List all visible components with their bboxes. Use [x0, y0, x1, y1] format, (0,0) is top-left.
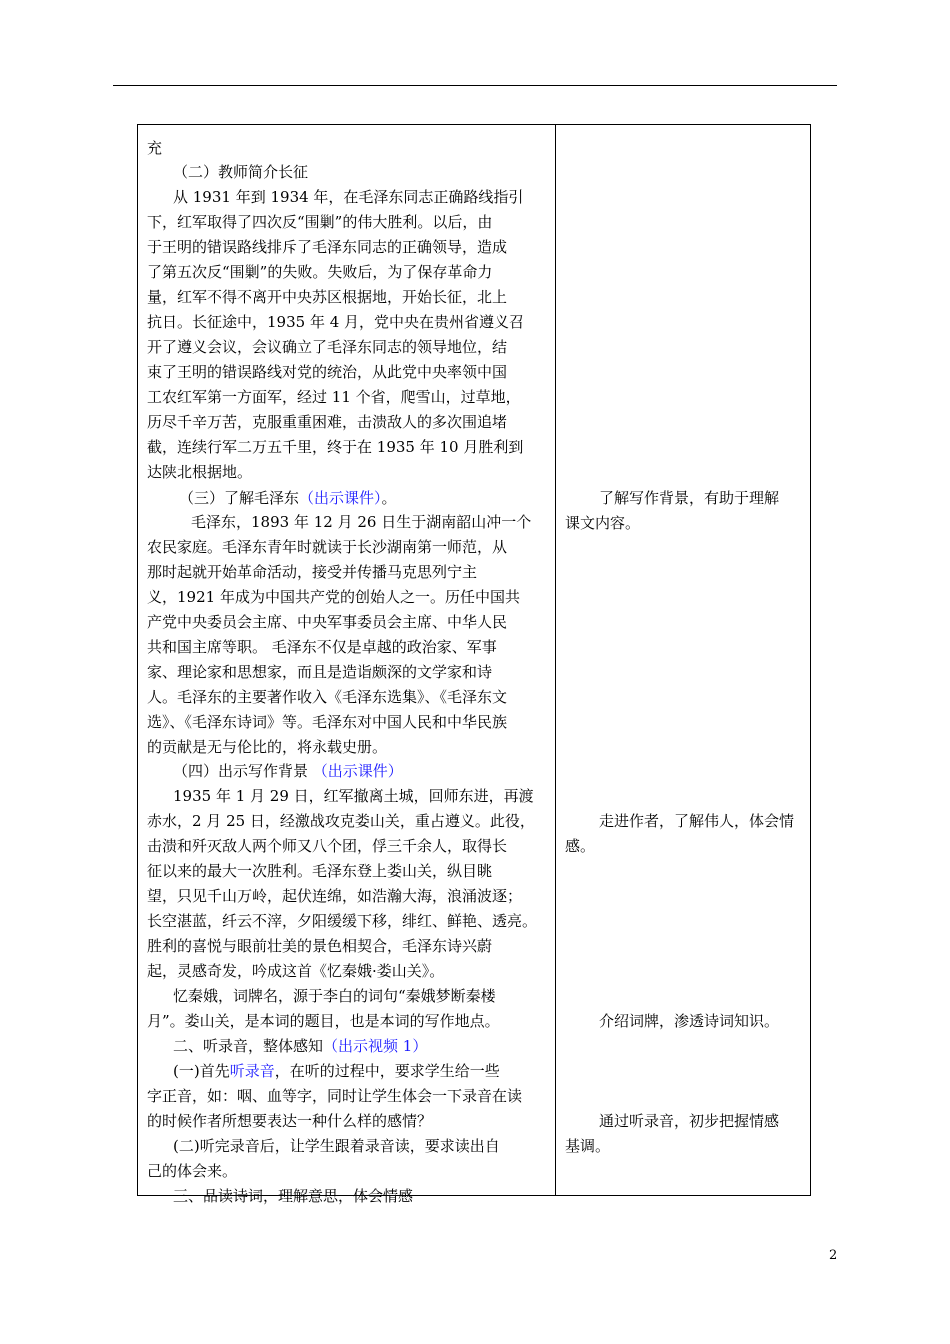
text-segment: 截，连续行军二万五千里，终于在 1935 年 10 月胜利到 [147, 438, 524, 456]
left-line [147, 737, 387, 757]
left-line [147, 312, 524, 332]
left-line [147, 712, 507, 732]
left-line [147, 287, 507, 307]
text-segment: (一)首先 [173, 1062, 230, 1080]
left-line [147, 488, 397, 508]
left-line [147, 1061, 500, 1081]
text-segment: 共和国主席等职。 毛泽东不仅是卓越的政治家、军事 [147, 638, 497, 656]
left-line [147, 1086, 522, 1106]
left-line [147, 961, 444, 981]
left-line [147, 512, 531, 532]
right-line [565, 1136, 610, 1156]
left-line [147, 537, 507, 557]
text-segment: 长空湛蓝，纤云不滓，夕阳缓缓下移，绯红、鲜艳、透亮。 [147, 912, 538, 930]
text-segment: 胜利的喜悦与眼前壮美的景色相契合，毛泽东诗兴蔚 [147, 937, 493, 955]
text-segment: 忆秦娥，词牌名，源于李白的词句“秦娥梦断秦楼 [173, 987, 496, 1005]
left-line [147, 162, 308, 182]
left-line [147, 262, 492, 282]
text-segment: 击溃和歼灭敌人两个师又八个团，俘三千余人，取得长 [147, 837, 508, 855]
lesson-plan-table [137, 124, 811, 1205]
text-segment: 己的体会来。 [147, 1162, 238, 1180]
text-segment: 农民家庭。毛泽东青年时就读于长沙湖南第一师范，从 [147, 538, 508, 556]
text-segment: 那时起就开始革命活动，接受并传播马克思列宁主 [147, 563, 478, 581]
text-segment: 。 [381, 489, 397, 507]
left-line [147, 1011, 500, 1031]
text-segment: 家、理论家和思想家，而且是造诣颇深的文学家和诗 [147, 663, 493, 681]
left-line [147, 387, 521, 407]
left-line [147, 1111, 432, 1131]
left-line [147, 936, 492, 956]
text-segment: 起，灵感奇发，吟成这首《忆秦娥·娄山关》。 [147, 962, 445, 980]
left-line [147, 1161, 237, 1181]
left-line [147, 562, 477, 582]
text-segment: 了第五次反“围剿”的失败。失败后，为了保存革命力 [147, 263, 493, 281]
text-segment: （四）出示写作背景 [173, 762, 313, 780]
right-line [565, 513, 640, 533]
left-line [147, 761, 403, 781]
text-segment: 产党中央委员会主席、中央军事委员会主席、中华人民 [147, 613, 508, 631]
left-line [147, 1136, 500, 1156]
left-line [147, 637, 497, 657]
text-segment: 工农红军第一方面军，经过 11 个省，爬雪山，过草地， [147, 388, 521, 406]
left-line [147, 237, 507, 257]
text-segment: 了解写作背景，有助于理解 [599, 489, 780, 507]
text-segment: 望，只见千山万岭，起伏连绵，如浩瀚大海，浪涌波逐； [147, 887, 523, 905]
left-line [147, 187, 523, 207]
text-segment: 赤水，2 月 25 日，经激战攻克娄山关，重占遵义。此役， [147, 812, 535, 830]
courseware-link[interactable]: （出示视频 1） [323, 1037, 428, 1055]
left-line [147, 836, 507, 856]
left-line [147, 986, 496, 1006]
text-segment: 的时候作者所想要表达一种什么样的感情？ [147, 1112, 433, 1130]
header-rule [113, 85, 837, 86]
right-line [565, 488, 779, 508]
left-line [147, 662, 492, 682]
left-line [147, 861, 492, 881]
text-segment: 量，红军不得不离开中央苏区根据地，开始长征，北上 [147, 288, 508, 306]
text-segment: 于王明的错误路线排斥了毛泽东同志的正确领导，造成 [147, 238, 508, 256]
text-segment: 毛泽东，1893 年 12 月 26 日生于湖南韶山冲一个 [191, 513, 532, 531]
left-line [147, 687, 507, 707]
right-line [565, 811, 794, 831]
left-line [147, 362, 507, 382]
left-line [147, 911, 537, 931]
text-segment: 下，红军取得了四次反“围剿”的伟大胜利。以后，由 [147, 213, 493, 231]
left-line [147, 811, 535, 831]
text-segment: 束了王明的错误路线对党的统治，从此党中央率领中国 [147, 363, 508, 381]
courseware-link[interactable]: （出示课件） [312, 762, 403, 780]
text-segment: 1935 年 1 月 29 日，红军撤离土城，回师东进，再渡 [173, 787, 534, 805]
text-segment: 字正音，如：咽、血等字，同时让学生体会一下录音在读 [147, 1087, 523, 1105]
text-segment: （二）教师简介长征 [173, 163, 309, 181]
text-segment: 感。 [565, 837, 596, 855]
text-segment: 基调。 [565, 1137, 611, 1155]
left-line [147, 138, 162, 158]
left-line [147, 587, 520, 607]
courseware-link[interactable]: 听录音 [229, 1062, 275, 1080]
left-line [147, 412, 507, 432]
column-divider [555, 125, 556, 1195]
page-number: 2 [829, 1248, 838, 1263]
left-line [147, 786, 534, 806]
left-line [147, 337, 507, 357]
text-segment: 通过听录音，初步把握情感 [599, 1112, 780, 1130]
left-line [147, 212, 492, 232]
right-line [565, 1111, 779, 1131]
courseware-link[interactable]: （出示课件） [299, 489, 382, 507]
text-segment: 选》、《毛泽东诗词》等。毛泽东对中国人民和中华民族 [147, 713, 508, 731]
left-line [147, 437, 523, 457]
text-segment: 走进作者，了解伟人，体会情 [599, 812, 795, 830]
left-line [147, 1036, 427, 1056]
text-segment: 历尽千辛万苦，克服重重困难，击溃敌人的多次围追堵 [147, 413, 508, 431]
left-line [147, 462, 252, 482]
text-segment: （三）了解毛泽东 [179, 489, 300, 507]
text-segment: 介绍词牌，渗透诗词知识。 [599, 1012, 780, 1030]
text-segment: 从 1931 年到 1934 年，在毛泽东同志正确路线指引 [173, 188, 524, 206]
text-segment: 义，1921 年成为中国共产党的创始人之一。历任中国共 [147, 588, 520, 606]
left-line [147, 612, 507, 632]
left-line [147, 886, 522, 906]
text-segment: 二、听录音，整体感知 [173, 1037, 324, 1055]
text-segment: 月”。娄山关，是本词的题目，也是本词的写作地点。 [147, 1012, 500, 1030]
text-segment: (二)听完录音后，让学生跟着录音读，要求读出自 [173, 1137, 500, 1155]
text-segment: 充 [147, 139, 163, 157]
left-line [147, 1186, 413, 1206]
text-segment: 人。毛泽东的主要著作收入《毛泽东选集》、《毛泽东文 [147, 688, 508, 706]
text-segment: 征以来的最大一次胜利。毛泽东登上娄山关，纵目眺 [147, 862, 493, 880]
right-line [565, 1011, 779, 1031]
text-segment: 的贡献是无与伦比的，将永载史册。 [147, 738, 388, 756]
text-segment: 达陕北根据地。 [147, 463, 253, 481]
text-segment: 开了遵义会议，会议确立了毛泽东同志的领导地位，结 [147, 338, 508, 356]
text-segment: 抗日。长征途中，1935 年 4 月，党中央在贵州省遵义召 [147, 313, 525, 331]
text-segment: 三、品读诗词，理解意思，体会情感 [173, 1187, 414, 1205]
text-segment: ，在听的过程中，要求学生给一些 [274, 1062, 500, 1080]
right-line [565, 836, 595, 856]
text-segment: 课文内容。 [565, 514, 641, 532]
